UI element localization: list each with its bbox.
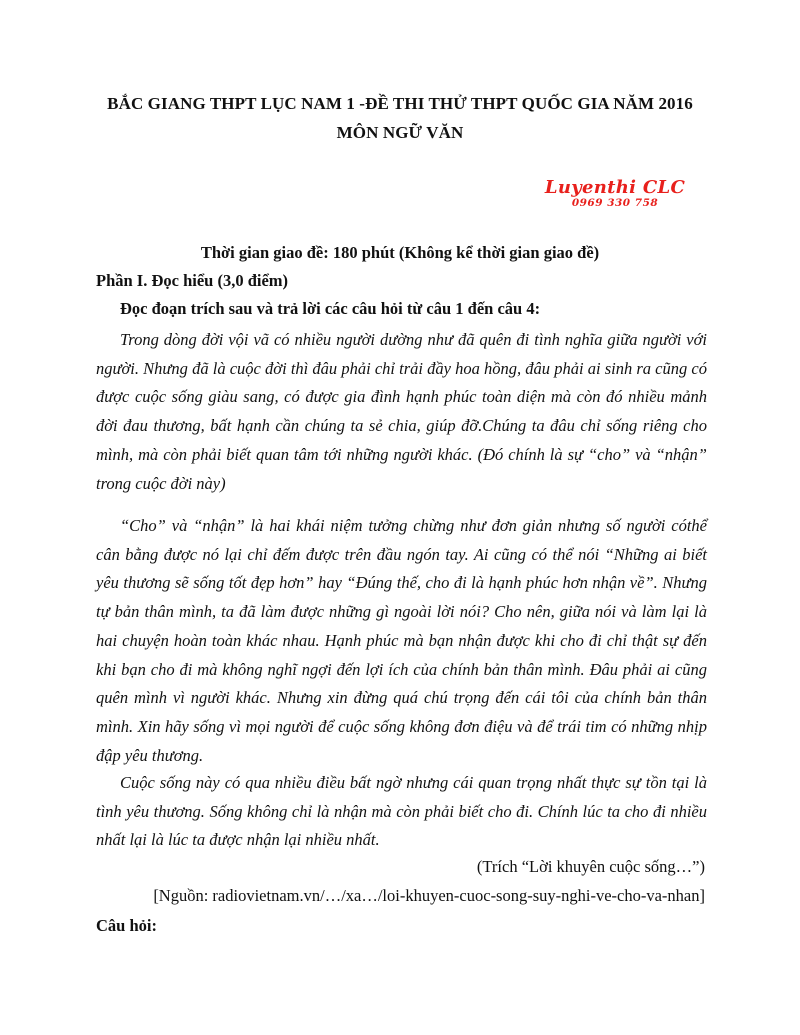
passage-citation: (Trích “Lời khuyên cuộc sống…”) [476,857,705,876]
questions-heading: Câu hỏi: [96,916,157,935]
time-note: Thời gian giao đề: 180 phút (Không kể thời gian giao đề) [200,243,600,262]
section-title: Phần I. Đọc hiểu (3,0 điểm) [96,271,289,290]
watermark-name: Luyenthi CLC [544,177,686,198]
passage-paragraph: Trong dòng đời vội vã có nhiều người dường như đã quên đi tình nghĩa giữa người với người. Nhưng đã là cuộc đời thì đâu phải chỉ trải đầy hoa hồng, đâu phải ai sinh ra cũng có được cuộc sống giàu sang, có được gia đình hạnh phúc toàn diện mà còn đó nhiều mảnh đời đau thương, bất hạnh cần chúng ta sẻ chia, giúp đỡ.Chúng ta đâu chỉ sống riêng cho mình, mà còn phải biết quan tâm tới những người khác. (Đó chính là sự “cho” và “nhận” trong cuộc đời này) [96,330,707,493]
watermark-logo [530,179,700,209]
watermark-phone: 0969 330 758 [571,197,659,209]
reading-instruction: Đọc đoạn trích sau và trả lời các câu hỏi từ câu 1 đến câu 4: [120,299,541,318]
passage-source: [Nguồn: radiovietnam.vn/…/xa…/loi-khuyen-cuoc-song-suy-nghi-ve-cho-va-nhan] [153,886,705,905]
subject-title: MÔN NGỮ VĂN [336,123,464,142]
exam-title: BẮC GIANG THPT LỤC NAM 1 -ĐỀ THI THỬ THPT QUỐC GIA NĂM 2016 [107,94,693,113]
passage-paragraph: “Cho” và “nhận” là hai khái niệm tưởng chừng như đơn giản nhưng số người cóthể cân bằng được nó lại chỉ đếm được trên đầu ngón tay. Ai cũng có thể nói “Những ai biết yêu thương sẽ sống tốt đẹp hơn” hay “Đúng thế, cho đi là hạnh phúc hơn nhận về”. Nhưng tự bản thân mình, ta đã làm được những gì ngoài lời nói? Cho nên, giữa nói và làm lại là hai chuyện hoàn toàn khác nhau. Hạnh phúc mà bạn nhận được khi cho đi chỉ thật sự đến khi bạn cho đi mà không nghĩ ngợi đến lợi ích của chính bản thân mình. Đâu phải ai cũng quên mình vì người khác. Nhưng xin đừng quá chú trọng đến cái tôi của chính bản thân mình. Xin hãy sống vì mọi người để cuộc sống không đơn điệu và để trái tim có những nhịp đập yêu thương. [96,516,707,765]
passage-paragraph: Cuộc sống này có qua nhiều điều bất ngờ nhưng cái quan trọng nhất thực sự tồn tại là tình yêu thương. Sống không chỉ là nhận mà còn phải biết cho đi. Chính lúc ta cho đi nhiều nhất lại là lúc ta được nhận lại nhiều nhất. [96,773,707,850]
